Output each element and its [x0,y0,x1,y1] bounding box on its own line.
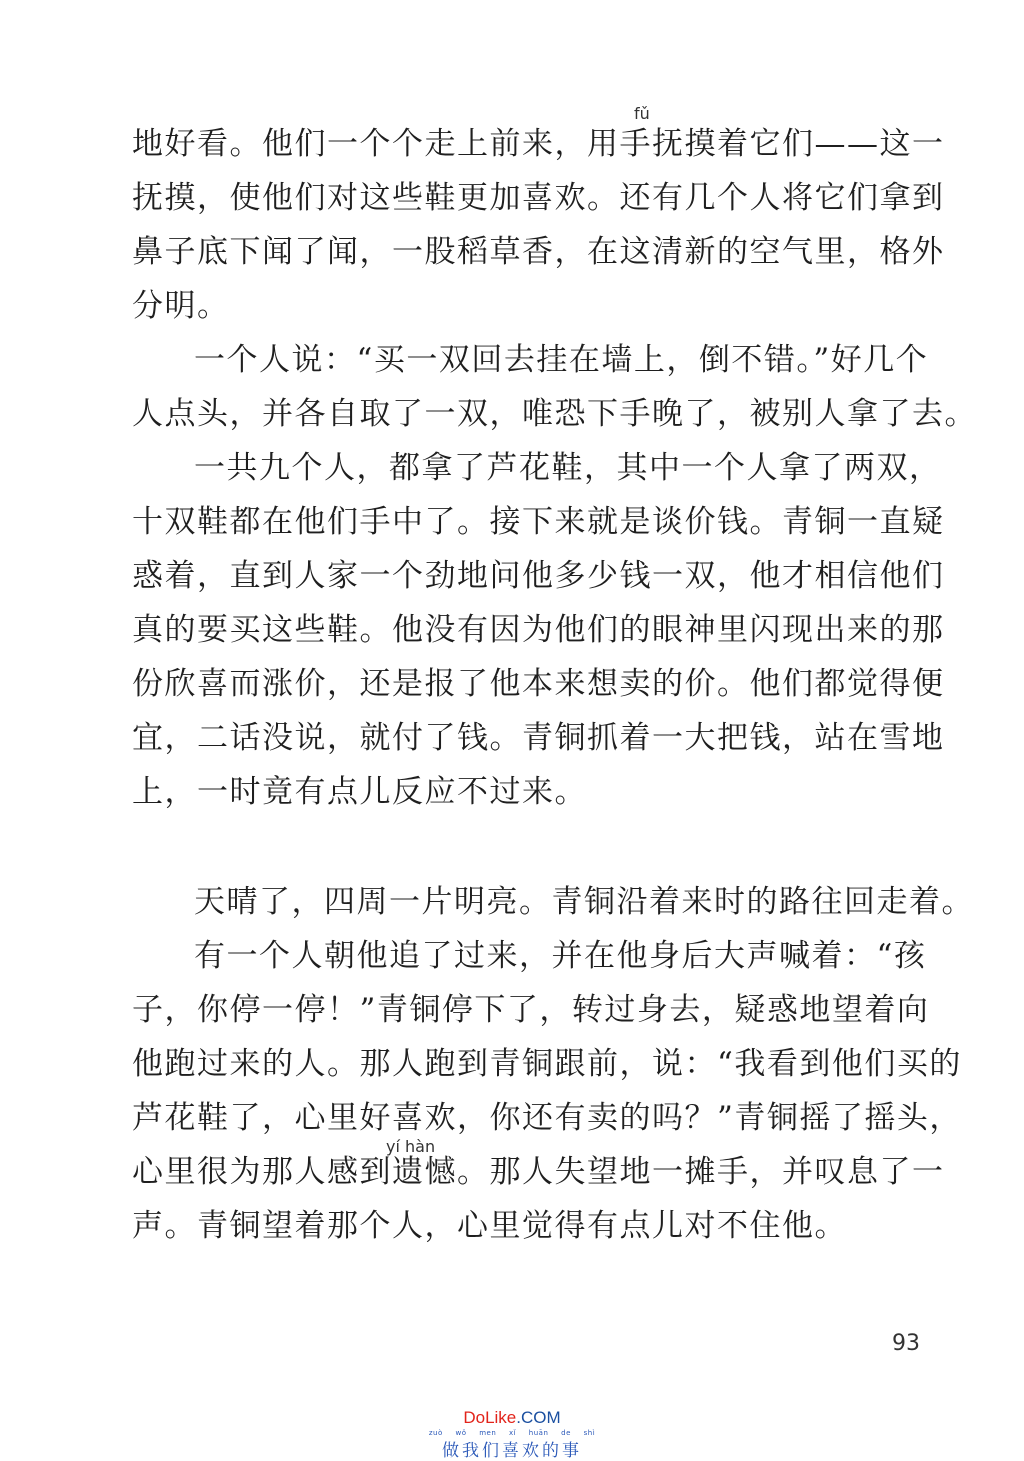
pinyin-annotation-fu: fǔ [634,104,650,123]
text-line: 鼻子底下闻了闻，一股稻草香，在这清新的空气里，格外 [132,234,945,270]
site-slogan: 做我们喜欢的事 [442,1441,582,1461]
text-line: 真的要买这些鞋。他没有因为他们的眼神里闪现出来的那 [132,612,945,648]
text-line: 分明。 [132,288,230,324]
pinyin-annotation-yihan: yí hàn [386,1137,436,1156]
logo-like: Like [485,1408,517,1427]
text-line: 份欣喜而涨价，还是报了他本来想卖的价。他们都觉得便 [132,666,945,702]
text-line: 惑着，直到人家一个劲地问他多少钱一双，他才相信他们 [132,558,945,594]
text-line: 子，你停一停！”青铜停下了，转过身去，疑惑地望着向 [132,992,930,1028]
text-line: 抚摸，使他们对这些鞋更加喜欢。还有几个人将它们拿到 [132,180,945,216]
logo-com: .COM [516,1408,561,1427]
text-line: 上，一时竟有点儿反应不过来。 [132,774,587,810]
text-line: 芦花鞋了，心里好喜欢，你还有卖的吗？”青铜摇了摇头， [132,1100,962,1136]
page-number: 93 [892,1331,920,1356]
text-line: 天晴了，四周一片明亮。青铜沿着来时的路往回走着。 [194,884,974,920]
text-line: 他跑过来的人。那人跑到青铜跟前，说：“我看到他们买的 [132,1046,962,1082]
text-line: 十双鞋都在他们手中了。接下来就是谈价钱。青铜一直疑 [132,504,945,540]
text-line: 地好看。他们一个个走上前来，用手抚摸着它们——这一 [132,126,945,162]
site-logo [0,1408,1024,1428]
text-line: 有一个人朝他追了过来，并在他身后大声喊着：“孩 [194,938,927,974]
slogan-pinyin: zuò wǒ men xǐ huān de shì [428,1429,596,1437]
text-line: 一共九个人，都拿了芦花鞋，其中一个人拿了两双， [194,450,942,486]
text-line: 一个人说：“买一双回去挂在墙上，倒不错。”好几个 [194,342,929,378]
text-line: 人点头，并各自取了一双，唯恐下手晚了，被别人拿了去。 [132,396,977,432]
text-line: 宜，二话没说，就付了钱。青铜抓着一大把钱，站在雪地 [132,720,945,756]
logo-do: Do [463,1408,486,1427]
text-line: 声。青铜望着那个人，心里觉得有点儿对不住他。 [132,1208,847,1244]
text-line: 心里很为那人感到遗憾。那人失望地一摊手，并叹息了一 [132,1154,945,1190]
